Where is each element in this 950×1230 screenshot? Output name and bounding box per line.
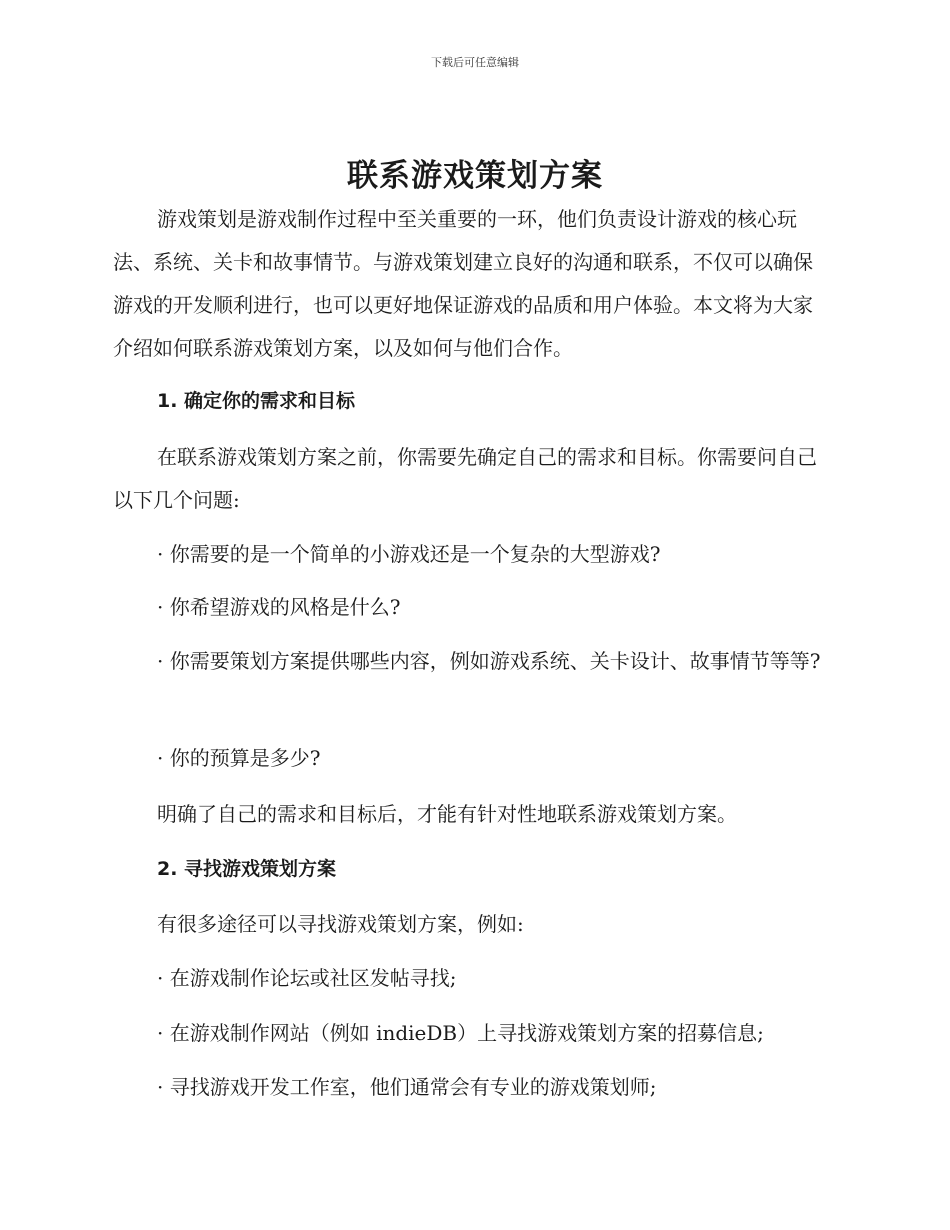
document-title: 联系游戏策划方案 xyxy=(347,158,603,194)
list-item: · 你的预算是多少? xyxy=(157,746,321,770)
list-item: · 你希望游戏的风格是什么? xyxy=(157,595,401,619)
intro-paragraph: 游戏策划是游戏制作过程中至关重要的一环，他们负责设计游戏的核心玩法、系统、关卡和故事情节。与游戏策划建立良好的沟通和联系，不仅可以确保游戏的开发顺利进行，也可以更好地保证游戏的品质和用户体验。本文将为大家介绍如何联系游戏策划方案，以及如何与他们合作。 xyxy=(113,207,813,360)
header-note: 下载后可任意编辑 xyxy=(431,56,519,69)
section2-heading: 2. 寻找游戏策划方案 xyxy=(157,858,337,880)
list-item: · 你需要的是一个简单的小游戏还是一个复杂的大型游戏? xyxy=(157,542,661,566)
list-item: · 在游戏制作论坛或社区发帖寻找; xyxy=(157,966,457,990)
list-item: · 寻找游戏开发工作室，他们通常会有专业的游戏策划师; xyxy=(157,1075,657,1099)
section2-lead: 有很多途径可以寻找游戏策划方案，例如: xyxy=(157,912,524,936)
list-item: · 你需要策划方案提供哪些内容，例如游戏系统、关卡设计、故事情节等等? xyxy=(157,649,821,673)
list-item: · 在游戏制作网站（例如 indieDB）上寻找游戏策划方案的招募信息; xyxy=(157,1021,764,1045)
section1-conclusion: 明确了自己的需求和目标后，才能有针对性地联系游戏策划方案。 xyxy=(157,802,737,826)
section1-heading: 1. 确定你的需求和目标 xyxy=(157,390,356,412)
section1-lead: 在联系游戏策划方案之前，你需要先确定自己的需求和目标。你需要问自己以下几个问题: xyxy=(113,445,817,512)
